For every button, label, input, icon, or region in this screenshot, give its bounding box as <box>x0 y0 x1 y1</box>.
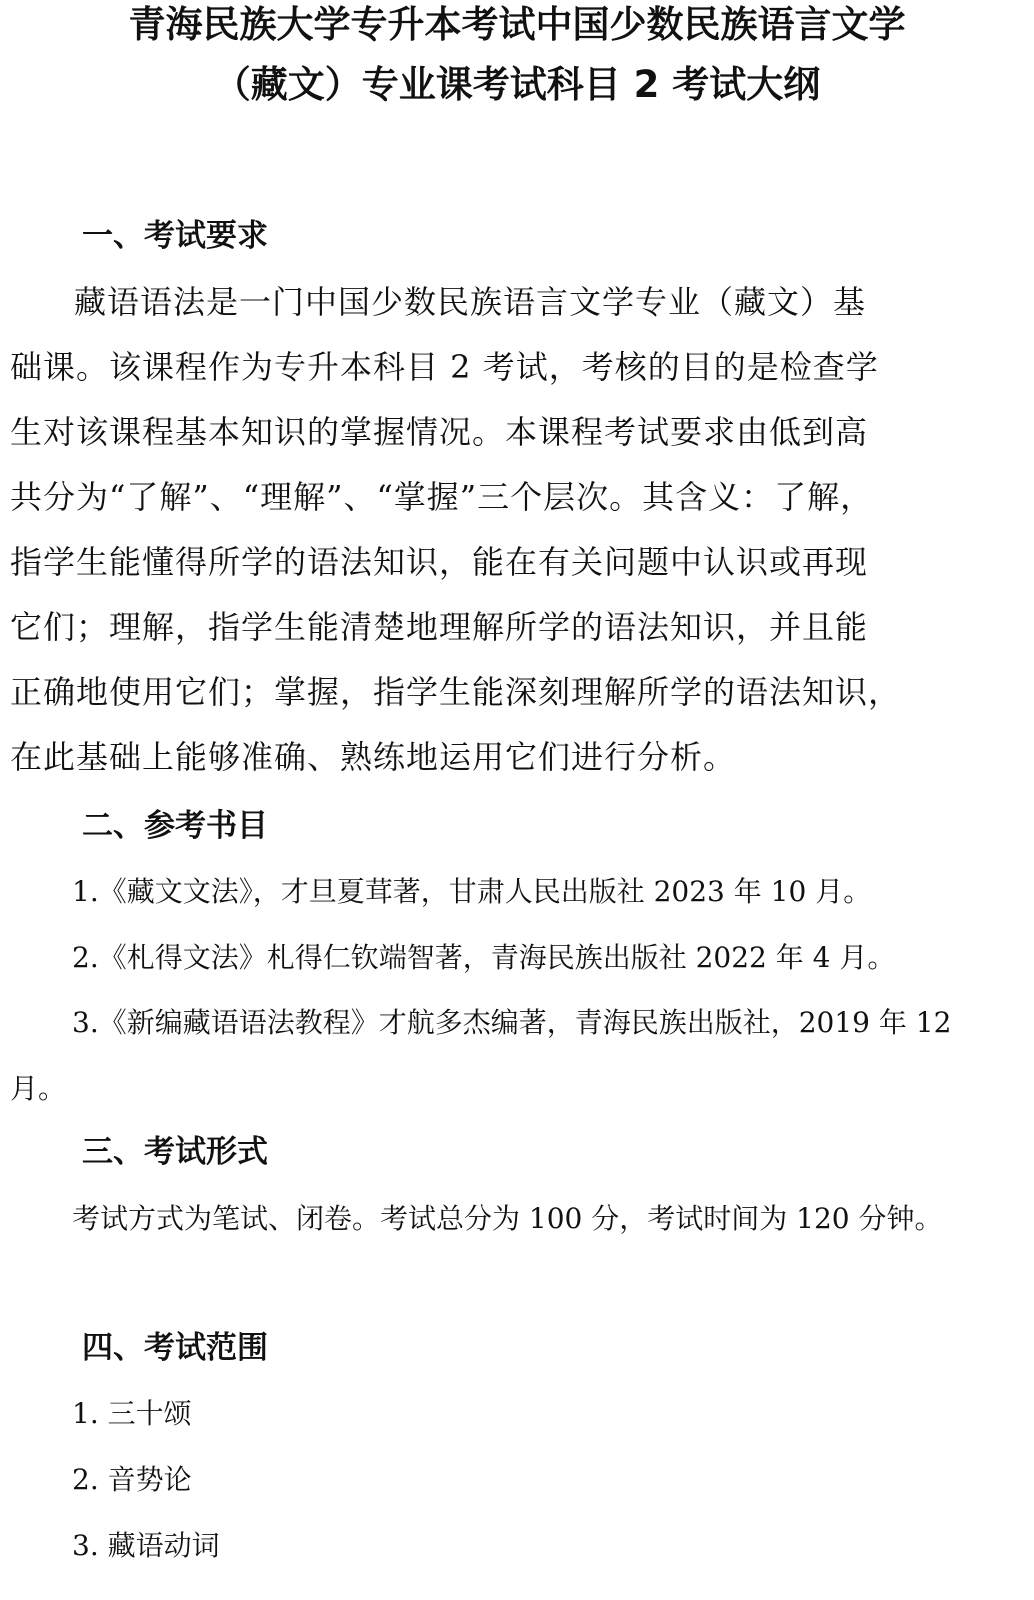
section-1-heading: 一、考试要求 <box>82 218 268 254</box>
paragraph-line: 础课。该课程作为专升本科目 2 考试，考核的目的是检查学 <box>10 348 879 386</box>
exam-scope-item: 2. 音势论 <box>72 1463 192 1496</box>
exam-scope-item: 3. 藏语动词 <box>72 1529 220 1562</box>
section-1-paragraph <box>10 270 1020 790</box>
reference-book-item: 2.《札得文法》札得仁钦端智著，青海民族出版社 2022 年 4 月。 <box>72 941 896 974</box>
paragraph-line: 它们；理解，指学生能清楚地理解所学的语法知识，并且能 <box>10 608 869 646</box>
exam-scope-item: 1. 三十颂 <box>72 1397 192 1430</box>
paragraph-line: 指学生能懂得所学的语法知识，能在有关问题中认识或再现 <box>10 543 869 581</box>
paragraph-line: 生对该课程基本知识的掌握情况。本课程考试要求由低到高 <box>10 413 869 451</box>
document-title-line-2: （藏文）专业课考试科目 2 考试大纲 <box>213 63 821 106</box>
section-3-heading: 三、考试形式 <box>82 1134 268 1170</box>
section-2-heading: 二、参考书目 <box>82 808 268 844</box>
paragraph-line: 在此基础上能够准确、熟练地运用它们进行分析。 <box>10 738 737 776</box>
section-4-heading: 四、考试范围 <box>82 1330 268 1366</box>
paragraph-line: 正确地使用它们；掌握，指学生能深刻理解所学的语法知识， <box>10 673 902 711</box>
paragraph-line: 藏语语法是一门中国少数民族语言文学专业（藏文）基 <box>74 283 867 321</box>
reference-book-item: 3.《新编藏语语法教程》才航多杰编著，青海民族出版社，2019 年 12 月。 <box>10 1006 952 1105</box>
document-title-line-1: 青海民族大学专升本考试中国少数民族语言文学 <box>128 3 906 46</box>
paragraph-line: 共分为“了解”、“理解”、“掌握”三个层次。其含义：了解， <box>10 478 874 516</box>
reference-book-item: 1.《藏文文法》，才旦夏茸著，甘肃人民出版社 2023 年 10 月。 <box>72 875 872 908</box>
exam-format-text: 考试方式为笔试、闭卷。考试总分为 100 分，考试时间为 120 分钟。 <box>72 1202 943 1235</box>
